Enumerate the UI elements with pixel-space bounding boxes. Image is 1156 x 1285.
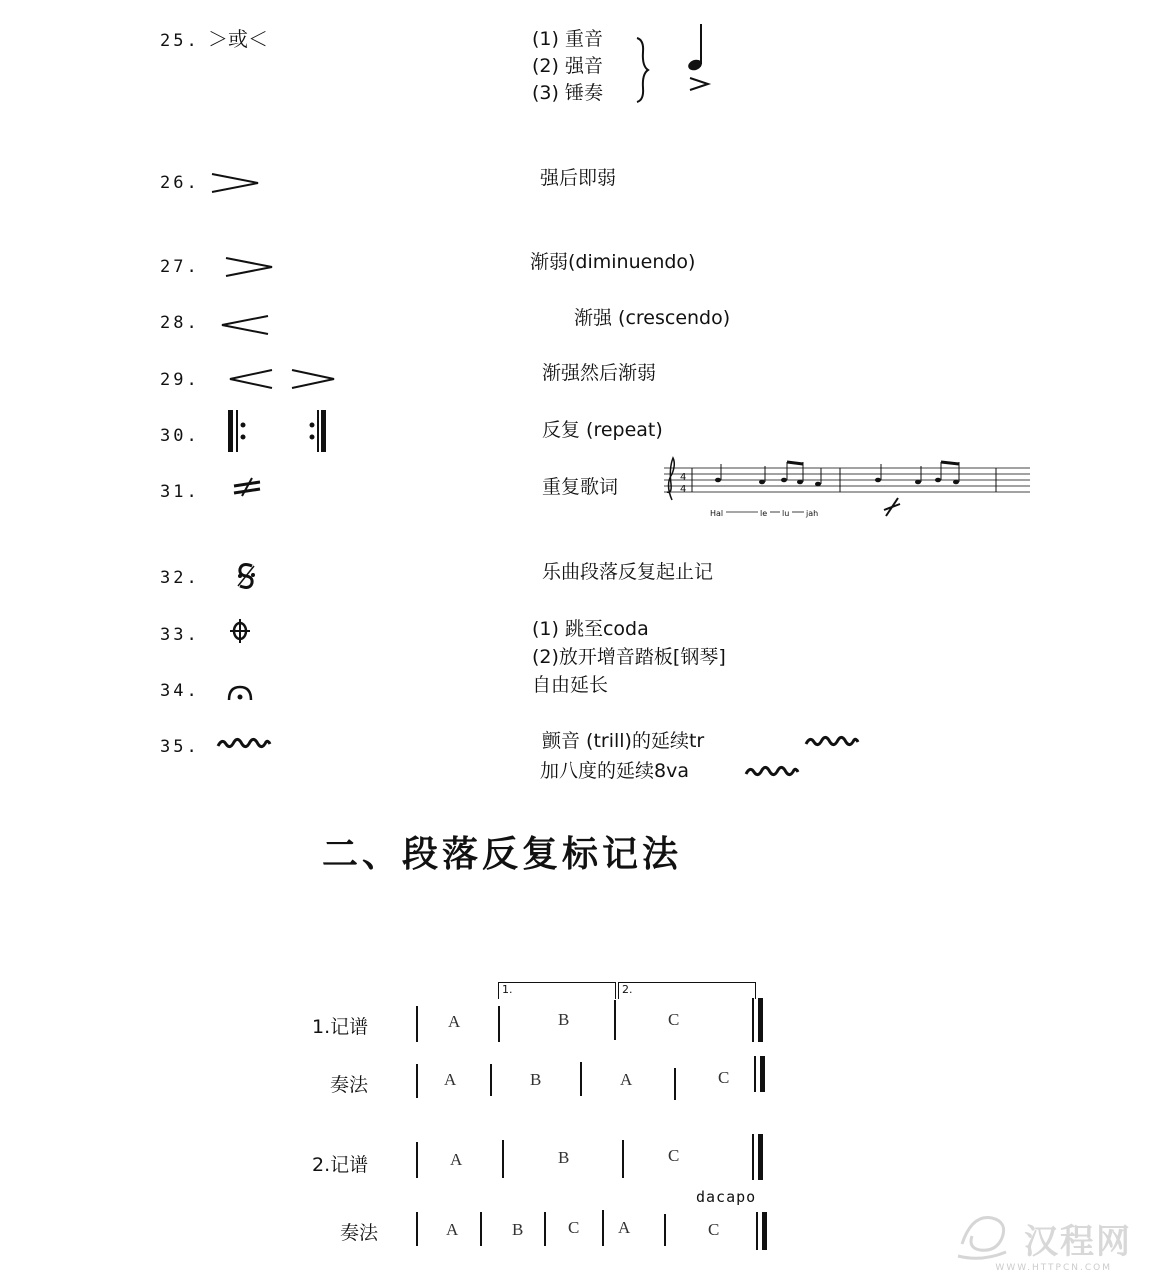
crescendo-icon — [218, 314, 270, 336]
section-cell: C — [668, 1010, 680, 1029]
watermark-text: 汉程网 — [1024, 1222, 1132, 1262]
desc-35-2: 加八度的延续8va — [540, 760, 689, 782]
barline — [480, 1212, 482, 1246]
barline — [416, 1006, 418, 1042]
volta-label-1: 1. — [502, 983, 513, 996]
desc-34: 自由延长 — [532, 674, 609, 696]
desc-33-2: (2)放开增音踏板[钢琴] — [532, 646, 726, 668]
lyrics-staff-example — [660, 454, 1035, 524]
lyric-syllable: jah — [806, 509, 819, 518]
item-number-27: 27. — [160, 257, 200, 277]
section-cell: B — [558, 1148, 570, 1167]
desc-25-3: (3) 锤奏 — [532, 82, 603, 104]
barline — [614, 1000, 616, 1040]
watermark-url: WWW.HTTPCN.COM — [995, 1263, 1112, 1273]
item-number-33: 33. — [160, 625, 200, 645]
dacapo-marking: dacapo — [696, 1188, 757, 1206]
barline — [498, 1006, 500, 1042]
final-barline — [752, 998, 763, 1042]
volta-bracket-2 — [618, 982, 756, 999]
performance-label-2: 奏法 — [340, 1222, 379, 1244]
item-number-31: 31. — [160, 482, 200, 502]
octave-wavy-line-icon — [744, 764, 800, 780]
section-cell: C — [718, 1068, 730, 1087]
section-cell: C — [708, 1220, 720, 1239]
accent-symbol-text: ＞或＜ — [208, 27, 268, 51]
lyric-syllable: lu — [782, 509, 790, 518]
desc-32: 乐曲段落反复起止记 — [542, 561, 714, 583]
section-cell: A — [618, 1218, 631, 1237]
segno-icon — [232, 560, 260, 592]
barline — [674, 1068, 676, 1100]
desc-30: 反复 (repeat) — [542, 419, 663, 441]
trill-wavy-line-icon — [804, 734, 860, 750]
notation-label-1: 1.记谱 — [312, 1016, 369, 1038]
barline — [602, 1210, 604, 1246]
item-number-35: 35. — [160, 737, 200, 757]
desc-25-2: (2) 强音 — [532, 55, 603, 77]
brace-icon — [634, 36, 654, 104]
barline — [622, 1140, 624, 1178]
trill-wavy-line-icon — [216, 736, 272, 752]
desc-29: 渐强然后渐弱 — [542, 362, 657, 384]
desc-26: 强后即弱 — [540, 167, 617, 189]
section-heading: 二、段落反复标记法 — [322, 834, 683, 875]
item-number-30: 30. — [160, 426, 200, 446]
section-cell: B — [512, 1220, 524, 1239]
desc-31: 重复歌词 — [542, 476, 619, 498]
item-number-32: 32. — [160, 568, 200, 588]
watermark-logo-icon — [952, 1204, 1012, 1264]
diminuendo-icon — [224, 256, 276, 278]
notation-label-2: 2.记谱 — [312, 1154, 369, 1176]
volta-label-2: 2. — [622, 983, 633, 996]
barline — [490, 1064, 492, 1096]
crescendo-decrescendo-icon — [226, 368, 340, 390]
svg-text:4: 4 — [680, 484, 687, 495]
lyric-syllable: le — [760, 509, 768, 518]
repeat-lyrics-icon — [230, 476, 264, 498]
barline — [416, 1212, 418, 1246]
section-cell: A — [448, 1012, 461, 1031]
final-barline — [756, 1212, 767, 1250]
desc-27: 渐弱(diminuendo) — [530, 251, 696, 273]
section-cell: A — [450, 1150, 463, 1169]
lyric-syllable: Hal — [710, 509, 724, 518]
section-cell: B — [530, 1070, 542, 1089]
barline — [416, 1142, 418, 1178]
barline — [664, 1214, 666, 1246]
item-number-28: 28. — [160, 313, 200, 333]
coda-icon — [228, 618, 252, 644]
section-cell: B — [558, 1010, 570, 1029]
accented-note-icon — [684, 22, 718, 96]
section-cell: C — [668, 1146, 680, 1165]
section-cell: A — [446, 1220, 459, 1239]
desc-33-1: (1) 跳至coda — [532, 618, 649, 640]
desc-28: 渐强 (crescendo) — [574, 307, 731, 329]
final-barline — [752, 1134, 763, 1180]
desc-35-1: 颤音 (trill)的延续tr — [542, 730, 705, 752]
item-number-25: 25. — [160, 31, 200, 51]
fermata-icon — [226, 684, 254, 702]
desc-25-1: (1) 重音 — [532, 28, 603, 50]
item-number-26: 26. — [160, 173, 200, 193]
barline — [544, 1212, 546, 1246]
volta-bracket-1 — [498, 982, 616, 999]
repeat-signs-icon — [226, 408, 336, 456]
barline — [580, 1062, 582, 1096]
barline — [416, 1064, 418, 1098]
performance-label-1: 奏法 — [330, 1074, 369, 1096]
item-number-34: 34. — [160, 681, 200, 701]
item-number-29: 29. — [160, 370, 200, 390]
svg-text:4: 4 — [680, 472, 687, 483]
final-barline — [754, 1056, 765, 1092]
section-cell: A — [620, 1070, 633, 1089]
barline — [502, 1140, 504, 1178]
section-cell: C — [568, 1218, 580, 1237]
decrescendo-accent-icon — [210, 172, 262, 194]
section-cell: A — [444, 1070, 457, 1089]
